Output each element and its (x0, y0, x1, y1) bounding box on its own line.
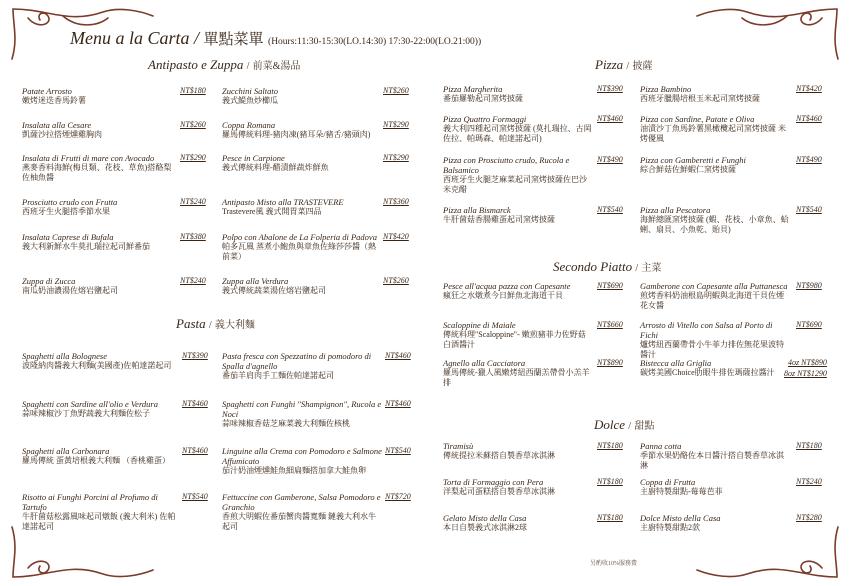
item-name: Spaghetti con Funghi "Shampignon", Rucola e Noci (222, 399, 382, 419)
item-name: Pizza Margherita (443, 84, 503, 94)
section-secondo (553, 259, 661, 275)
item-price: NT$720 (385, 492, 411, 501)
item-price: NT$380 (180, 232, 206, 241)
menu-item (22, 492, 177, 532)
item-price: NT$180 (180, 86, 206, 95)
item-price: NT$490 (597, 155, 623, 164)
item-name: Panna cotta (640, 441, 682, 451)
section-title: Dolce (594, 417, 626, 432)
item-price: NT$290 (180, 153, 206, 162)
menu-item (443, 441, 593, 461)
item-price: NT$290 (383, 120, 409, 129)
item-price: NT$540 (182, 492, 208, 501)
item-name: Bistecca alla Griglia (640, 358, 712, 368)
item-desc: 季節水果奶酪佐本日醬汁搭自製香草冰淇淋 (640, 451, 784, 470)
item-name: Spaghetti alla Bolognese (22, 351, 107, 361)
item-name: Pesce all'acqua pazza con Capesante (443, 281, 571, 291)
item-desc: 牛肝菌菇香腸雞蛋起司窯烤披薩 (443, 215, 555, 224)
item-desc: 蒜味辣椒沙丁魚野蔬義大利麵佐松子 (22, 409, 150, 418)
item-desc: 茄汁奶油煙燻鮭魚細扁麵搭加拿大鮭魚卵 (222, 466, 366, 475)
menu-item (443, 84, 593, 104)
item-price: NT$460 (182, 399, 208, 408)
item-name: Pizza con Sardine, Patate e Oliva (640, 114, 755, 124)
item-desc: 番茄羅勒起司窯烤披薩 (443, 94, 523, 103)
section-dolce (594, 417, 654, 433)
section-separator: / (635, 263, 639, 274)
menu-item (22, 120, 172, 140)
item-price: NT$390 (182, 351, 208, 360)
item-price: NT$180 (597, 477, 623, 486)
item-name: Spaghetti alla Carbonara (22, 446, 110, 456)
menu-item (443, 155, 593, 195)
item-name: Pesce in Carpione (222, 153, 285, 163)
item-desc: 爐烤紐西蘭帶骨小牛菲力排佐無花果波特醬汁 (640, 340, 784, 359)
menu-item (22, 86, 172, 106)
menu-item (222, 351, 382, 381)
menu-item (443, 477, 593, 497)
item-name: Dolce Misto della Casa (640, 513, 721, 523)
menu-item (640, 84, 790, 104)
item-name: Risotto ai Funghi Porcini al Profumo di Tartufo (22, 492, 158, 512)
menu-item (222, 197, 377, 217)
title-en: Menu a la Carta (70, 28, 190, 48)
item-name: Polpo con Abalone de La Folperia di Padova (222, 232, 377, 242)
section-title: Secondo Piatto (553, 259, 633, 274)
item-desc: 義式傳統料理-醋漬鮮蔬炸鮮魚 (222, 163, 329, 172)
item-name: Scaloppine di Maiale (443, 320, 516, 330)
item-desc: 洋梨起司蛋糕搭自製香草冰淇淋 (443, 487, 555, 496)
menu-item (22, 446, 177, 466)
item-desc: 番茄羊肩肉手工麵佐帕達諾起司 (222, 371, 334, 380)
menu-item (222, 276, 377, 296)
menu-item (640, 114, 790, 144)
item-name: Tiramisù (443, 441, 474, 451)
item-desc: 義式鯷魚炒櫛瓜 (222, 96, 278, 105)
menu-item (443, 358, 593, 388)
menu-item (22, 351, 177, 371)
item-desc: 波隆納肉醬義大利麵(美國產)佐帕達諾起司 (22, 361, 172, 370)
item-desc: 凱薩沙拉搭煙燻雞胸肉 (22, 130, 102, 139)
item-price: NT$360 (383, 197, 409, 206)
item-desc: 西班牙生火腿芝麻菜起司窯烤披薩佐巴沙米克醋 (443, 175, 587, 194)
section-title-zh: 義大利麵 (214, 320, 255, 331)
item-name: Pizza con Prosciutto crudo, Rucola e Balsamico (443, 155, 570, 175)
item-price: NT$390 (597, 84, 623, 93)
section-pasta (176, 316, 255, 332)
item-desc: 燕麥香料海鮮(梅貝類、花枝、草魚)搭酪梨佐柚魚醬 (22, 163, 172, 182)
item-price: NT$240 (180, 197, 206, 206)
item-desc: 油漬沙丁魚馬鈴薯黑橄欖起司窯烤披薩 米烤優風 (640, 124, 786, 143)
item-price: NT$240 (180, 276, 206, 285)
item-desc: 香煎大明蝦佐番茄蟹肉醬寬麵 鏈義大利水牛起司 (222, 512, 376, 531)
item-desc: 海鮮總匯窯烤披薩 (蝦、花枝、小章魚、蛤蜊、扇貝、小魚乾、貽貝) (640, 215, 789, 234)
menu-item (222, 492, 382, 532)
opening-hours: (Hours:11:30-15:30(LO.14:30) 17:30-22:00(LO.21:00)) (268, 37, 482, 47)
item-desc: 主廚特製甜點-莓莓芭菲 (640, 487, 723, 496)
title-zh: 單點菜單 (203, 32, 264, 48)
menu-item (222, 446, 382, 476)
menu-item (222, 153, 377, 173)
item-price: NT$240 (796, 477, 822, 486)
menu-item (640, 477, 790, 497)
section-title-zh: 甜點 (634, 421, 655, 432)
item-name: Patate Arrosto (22, 86, 72, 96)
menu-item (222, 120, 377, 140)
page-title (70, 28, 481, 49)
menu-item (443, 205, 593, 225)
item-price: NT$690 (597, 281, 623, 290)
item-name: Agnello alla Cacciatora (443, 358, 526, 368)
corner-ornament-top-right (692, 4, 842, 64)
menu-item (22, 399, 177, 419)
item-desc: 南瓜奶油濃湯佐熔岩鹽起司 (22, 286, 118, 295)
section-separator: / (246, 61, 250, 72)
item-price: NT$260 (383, 86, 409, 95)
item-desc: 瘋狂之水燉煮今日鮮魚北海道干貝 (443, 291, 563, 300)
menu-item (222, 232, 377, 262)
item-name: Gamberone con Capesante alla Puttanesca (640, 281, 788, 291)
section-title: Pasta (176, 316, 206, 331)
item-desc: 帕多瓦風 蒸煮小鮑魚與章魚佐綠莎莎醬（熱前菜） (222, 242, 376, 261)
item-name: Zuppa alla Verdura (222, 276, 289, 286)
item-price: NT$260 (180, 120, 206, 129)
item-name: Linguine alla Crema con Pomodoro e Salmone Affumicato (222, 446, 382, 466)
section-title-zh: 前菜&湯品 (252, 61, 301, 72)
section-title: Antipasto e Zuppa (148, 57, 244, 72)
item-price: NT$180 (597, 441, 623, 450)
item-price: NT$460 (182, 446, 208, 455)
item-price: NT$890 (597, 358, 623, 367)
item-price: NT$460 (796, 114, 822, 123)
item-price: NT$460 (597, 114, 623, 123)
item-name: Insalata Caprese di Bufala (22, 232, 114, 242)
item-price: NT$280 (796, 513, 822, 522)
item-name: Pizza alla Pescatora (640, 205, 711, 215)
item-desc: 義大利四種起司窯烤披薩 (莫扎瑞拉、古岡佐拉、帕瑪森、帕達諾起司) (443, 124, 592, 143)
item-name: Gelato Misto della Casa (443, 513, 527, 523)
menu-item (640, 281, 790, 311)
item-name: Coppa di Frutta (640, 477, 696, 487)
menu-item (640, 358, 790, 378)
item-desc: 本日自製義式冰淇淋2球 (443, 523, 527, 532)
item-desc: 義大利新鮮水牛莫扎瑞拉起司鮮番茄 (22, 242, 150, 251)
section-title: Pizza (595, 57, 624, 72)
menu-item (443, 320, 593, 350)
item-name: Fettuccine con Gamberone, Salsa Pomodoro e Granchio (222, 492, 381, 512)
item-price: NT$660 (597, 320, 623, 329)
item-desc: 主廚特製甜點2款 (640, 523, 700, 532)
item-price: NT$540 (597, 205, 623, 214)
item-price: NT$420 (383, 232, 409, 241)
item-desc: 煎烤香料奶油根島明蝦與北海道干貝佐煙花女醬 (640, 291, 784, 310)
item-name: Pizza con Gamberetti e Funghi (640, 155, 746, 165)
menu-item (222, 86, 377, 106)
item-desc: 西班牙臘腸培根玉米起司窯烤披薩 (640, 94, 760, 103)
section-pizza (595, 57, 652, 73)
item-price: NT$490 (796, 155, 822, 164)
item-name: Pizza Bambino (640, 84, 692, 94)
item-name: Zucchini Saltato (222, 86, 278, 96)
item-name: Torta di Formaggio con Pera (443, 477, 544, 487)
item-desc: 羅馬傳統-獵人風嫩烤紐西蘭羔帶骨小羔羊排 (443, 368, 590, 387)
item-desc: 牛肝菌菇松露風味起司燉飯 (義大利米) 佐帕達諾起司 (22, 512, 176, 531)
item-desc: 綜合鮮菇佐鮮蝦仁窯烤披薩 (640, 165, 736, 174)
item-desc: 傳統料理"Scaloppine"- 嫩煎豬菲力佐野菇白酒醬汁 (443, 330, 586, 349)
item-desc: 嫩烤迷迭香馬鈴薯 (22, 96, 86, 105)
menu-item (22, 232, 172, 252)
item-desc: 碳烤美國Choice肋眼牛排佐瑪薩拉醬汁 (640, 368, 775, 377)
item-name: Antipasto Misto alla TRASTEVERE (222, 197, 344, 207)
menu-item (640, 320, 790, 360)
item-desc: 西班牙生火腿搭季節水果 (22, 207, 110, 216)
menu-item (443, 114, 593, 144)
item-name: Pizza alla Bismarck (443, 205, 511, 215)
item-desc: 傳統提拉米蘇搭自製香草冰淇淋 (443, 451, 555, 460)
item-name: Pizza Quattro Formaggi (443, 114, 527, 124)
item-desc: 蒜味辣椒香菇芝麻菜義大利麵佐核桃 (222, 419, 350, 428)
item-price: NT$540 (796, 205, 822, 214)
service-charge-note: 另酌收10%服務費 (590, 561, 637, 567)
menu-item (640, 441, 790, 471)
item-name: Coppa Romana (222, 120, 276, 130)
item-price: NT$180 (597, 513, 623, 522)
item-name: Prosciutto crudo con Frutta (22, 197, 118, 207)
item-price: NT$540 (385, 446, 411, 455)
item-name: Insalata alla Cesare (22, 120, 92, 130)
item-price: NT$980 (796, 281, 822, 290)
menu-item (443, 281, 593, 301)
menu-item (640, 205, 790, 235)
item-price: NT$420 (796, 84, 822, 93)
item-desc: Trastevere風 義式開胃菜四品 (222, 207, 322, 216)
menu-item (640, 155, 790, 175)
section-separator: / (626, 61, 630, 72)
item-desc: 羅馬傳統料理-豬肉凍(豬耳朵/豬舌/豬頭肉) (222, 130, 371, 139)
item-price: 4oz NT$890 (788, 358, 827, 367)
menu-item (640, 513, 790, 533)
item-name: Insalata di Frutti di mare con Avocado (22, 153, 155, 163)
menu-item (22, 276, 172, 296)
item-desc: 羅馬傳統 蛋黃培根義大利麵 （香桃雞蛋） (22, 456, 170, 465)
item-name: Spaghetti con Sardine all'olio e Verdura (22, 399, 158, 409)
item-price: NT$260 (383, 276, 409, 285)
item-price: NT$460 (385, 351, 411, 360)
menu-item (22, 197, 172, 217)
section-title-zh: 主菜 (641, 263, 662, 274)
item-price: NT$690 (796, 320, 822, 329)
item-price: NT$180 (796, 441, 822, 450)
item-name: Pasta fresca con Spezzatino di pomodoro di Spalla d'agnello (222, 351, 372, 371)
item-name: Zuppa di Zucca (22, 276, 76, 286)
menu-item (443, 513, 593, 533)
title-separator: / (194, 28, 200, 48)
section-title-zh: 披薩 (632, 61, 653, 72)
menu-item (22, 153, 172, 183)
item-price-large: 8oz NT$1290 (784, 369, 827, 378)
item-name: Arrosto di Vitello con Salsa al Porto di Fichi (640, 320, 773, 340)
item-desc: 義式傳統蔬菜湯佐熔岩鹽起司 (222, 286, 326, 295)
section-separator: / (208, 320, 212, 331)
item-price: NT$460 (385, 399, 411, 408)
section-separator: / (628, 421, 632, 432)
item-price: NT$290 (383, 153, 409, 162)
section-antipasto (148, 57, 300, 73)
menu-item (222, 399, 382, 429)
